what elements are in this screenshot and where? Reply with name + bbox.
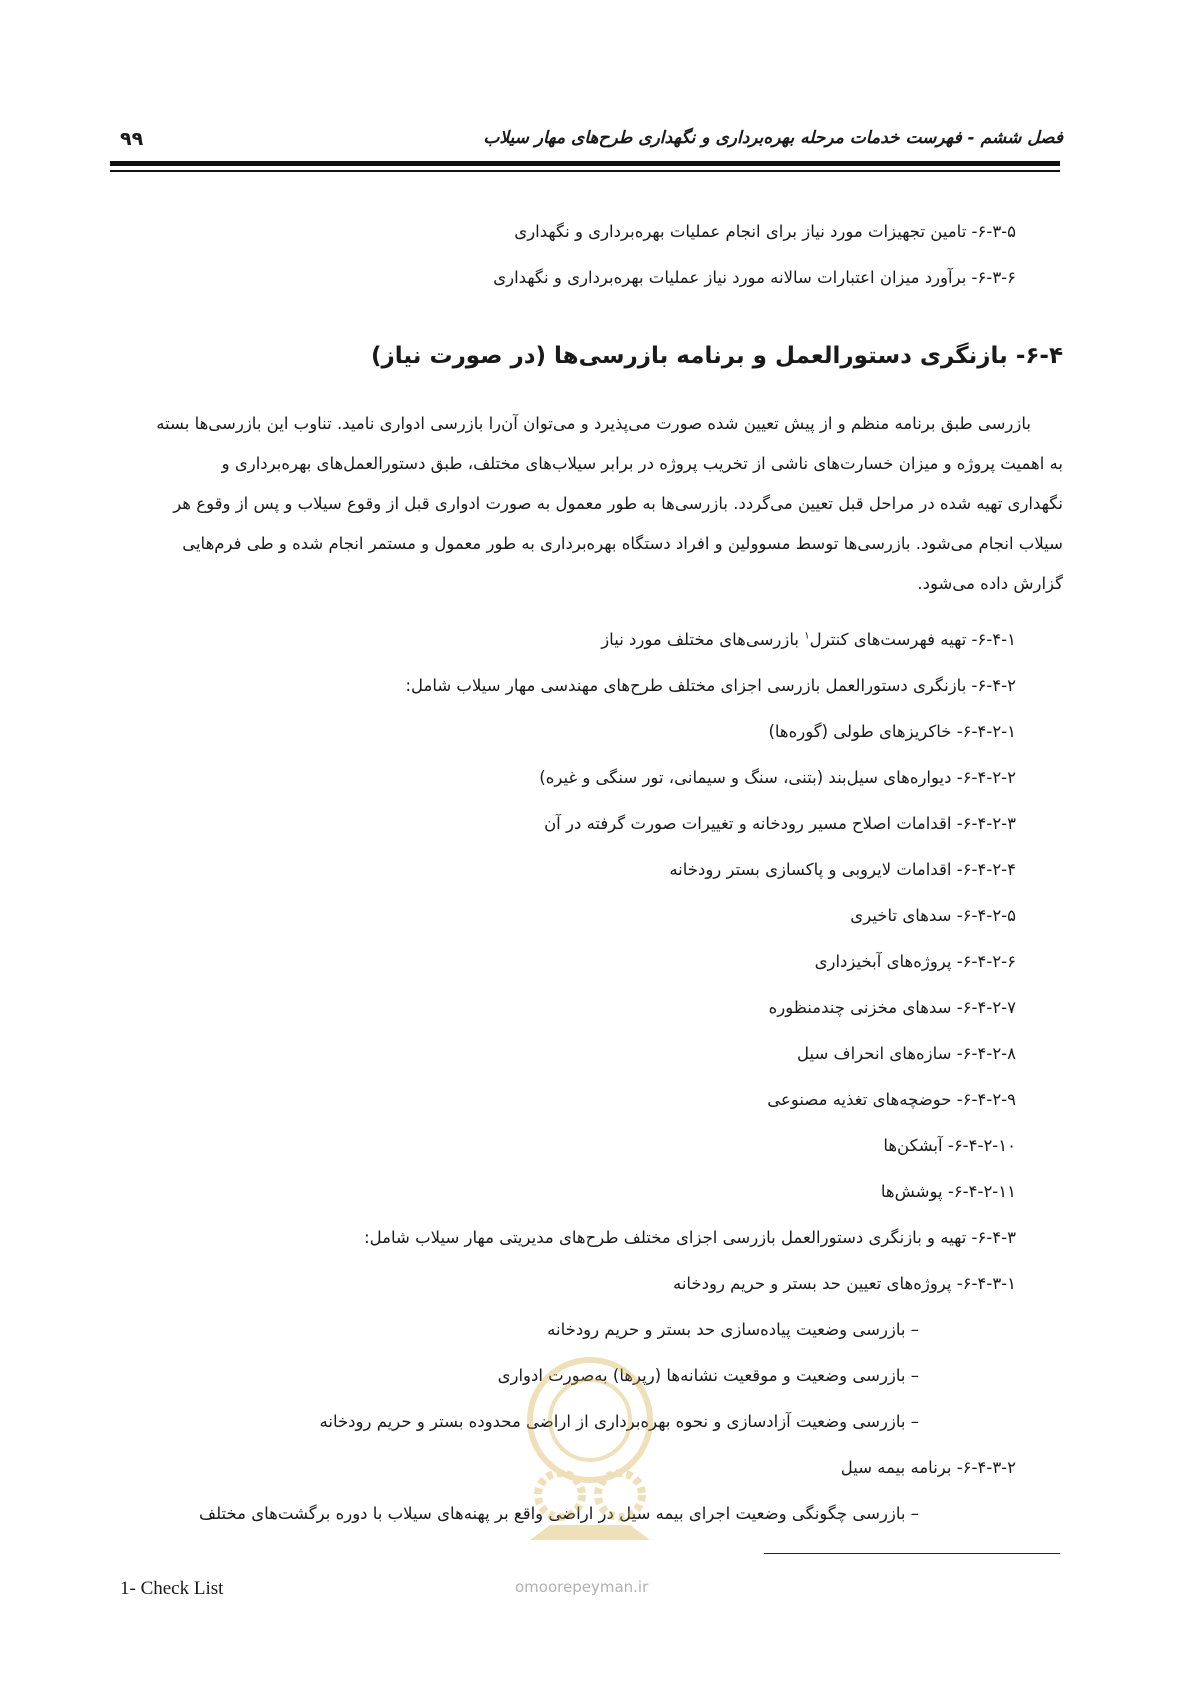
bullet-item: – بازرسی وضعیت آزادسازی و نحوه بهره‌برداری از اراضی محدوده بستر و حریم رودخانه (319, 1412, 919, 1431)
running-header-title: فصل ششم - فهرست خدمات مرحله بهره‌برداری و نگهداری طرح‌های مهار سیلاب (483, 128, 1063, 148)
paragraph-line: گزارش داده می‌شود. (917, 574, 1063, 593)
list-item-6431: ۶-۴-۳-۱- پروژه‌های تعیین حد بستر و حریم رودخانه (672, 1274, 1016, 1293)
list-item-636: ۶-۳-۶- برآورد میزان اعتبارات سالانه مورد نیاز عملیات بهره‌برداری و نگهداری (493, 268, 1016, 287)
watermark-site: omoorepeyman.ir (515, 1578, 649, 1596)
list-item-6426: ۶-۴-۲-۶- پروژه‌های آبخیزداری (814, 952, 1016, 971)
list-item-6427: ۶-۴-۲-۷- سدهای مخزنی چندمنظوره (768, 998, 1016, 1017)
footnote: 1- Check List (120, 1578, 224, 1599)
section-heading: ۶-۴- بازنگری دستورالعمل و برنامه بازرسی‌ها (در صورت نیاز) (371, 343, 1063, 369)
paragraph-line: سیلاب انجام می‌شود. بازرسی‌ها توسط مسوولین و افراد دستگاه بهره‌برداری به طور معمول و مستمر انجام شده و طی فرم‌هایی (182, 534, 1063, 553)
list-item-6424: ۶-۴-۲-۴- اقدامات لایروبی و پاکسازی بستر رودخانه (669, 860, 1016, 879)
bullet-item: – بازرسی وضعیت و موقعیت نشانه‌ها (رپرها) به‌صورت ادواری (497, 1366, 919, 1385)
footnote-rule (764, 1553, 1060, 1554)
body-paragraph (122, 404, 1063, 604)
list-item-6432: ۶-۴-۳-۲- برنامه بیمه سیل (840, 1458, 1016, 1477)
watermark-logo (490, 1330, 690, 1560)
page-number: ۹۹ (120, 128, 144, 150)
list-item-635: ۶-۳-۵- تامین تجهیزات مورد نیاز برای انجام عملیات بهره‌برداری و نگهداری (514, 222, 1016, 241)
bullet-item: – بازرسی وضعیت پیاده‌سازی حد بستر و حریم رودخانه (547, 1320, 919, 1339)
list-item-6423: ۶-۴-۲-۳- اقدامات اصلاح مسیر رودخانه و تغییرات صورت گرفته در آن (544, 814, 1016, 833)
footnote-mark: ۱ (804, 630, 810, 642)
paragraph-line: به اهمیت پروژه و میزان خسارت‌های ناشی از تخریب پروژه در برابر سیلاب‌های مختلف، طبق دستورالعمل‌های بهره‌برداری و (221, 454, 1063, 473)
item-text-after: بازرسی‌های مختلف مورد نیاز (601, 630, 805, 649)
list-item-6422: ۶-۴-۲-۲- دیواره‌های سیل‌بند (بتنی، سنگ و سیمانی، تور سنگی و غیره) (539, 768, 1016, 787)
paragraph-line: بازرسی طبق برنامه منظم و از پیش تعیین شده صورت می‌پذیرد و می‌توان آن‌را بازرسی ادواری نامید. تناوب این بازرسی‌ها بسته (156, 414, 1031, 433)
list-item-6428: ۶-۴-۲-۸- سازه‌های انحراف سیل (796, 1044, 1016, 1063)
item-text: ۶-۴-۱- تهیه فهرست‌های کنترل (809, 630, 1016, 649)
list-item-643: ۶-۴-۳- تهیه و بازنگری دستورالعمل بازرسی اجزای مختلف طرح‌های مدیریتی مهار سیلاب شامل: (364, 1228, 1016, 1247)
list-item-64210: ۶-۴-۲-۱۰- آبشکن‌ها (883, 1136, 1016, 1155)
header-rule-thin (110, 170, 1060, 172)
bullet-item: – بازرسی چگونگی وضعیت اجرای بیمه سیل در اراضی واقع بر پهنه‌های سیلاب با دوره برگشت‌های مختلف (198, 1504, 919, 1523)
list-item-6425: ۶-۴-۲-۵- سدهای تاخیری (850, 906, 1016, 925)
list-item-642: ۶-۴-۲- بازنگری دستورالعمل بازرسی اجزای مختلف طرح‌های مهندسی مهار سیلاب شامل: (405, 676, 1016, 695)
paragraph-line: نگهداری تهیه شده در مراحل قبل تعیین می‌گردد. بازرسی‌ها به طور معمول به صورت ادواری قبل از وقوع سیلاب و پس از وقوع هر (173, 494, 1063, 513)
list-item-64211: ۶-۴-۲-۱۱- پوشش‌ها (880, 1182, 1016, 1201)
list-item-6429: ۶-۴-۲-۹- حوضچه‌های تغذیه مصنوعی (767, 1090, 1016, 1109)
header-rule-thick (110, 161, 1060, 166)
list-item-6421: ۶-۴-۲-۱- خاکریزهای طولی (گوره‌ها) (768, 722, 1016, 741)
list-item-641 (601, 630, 1016, 650)
